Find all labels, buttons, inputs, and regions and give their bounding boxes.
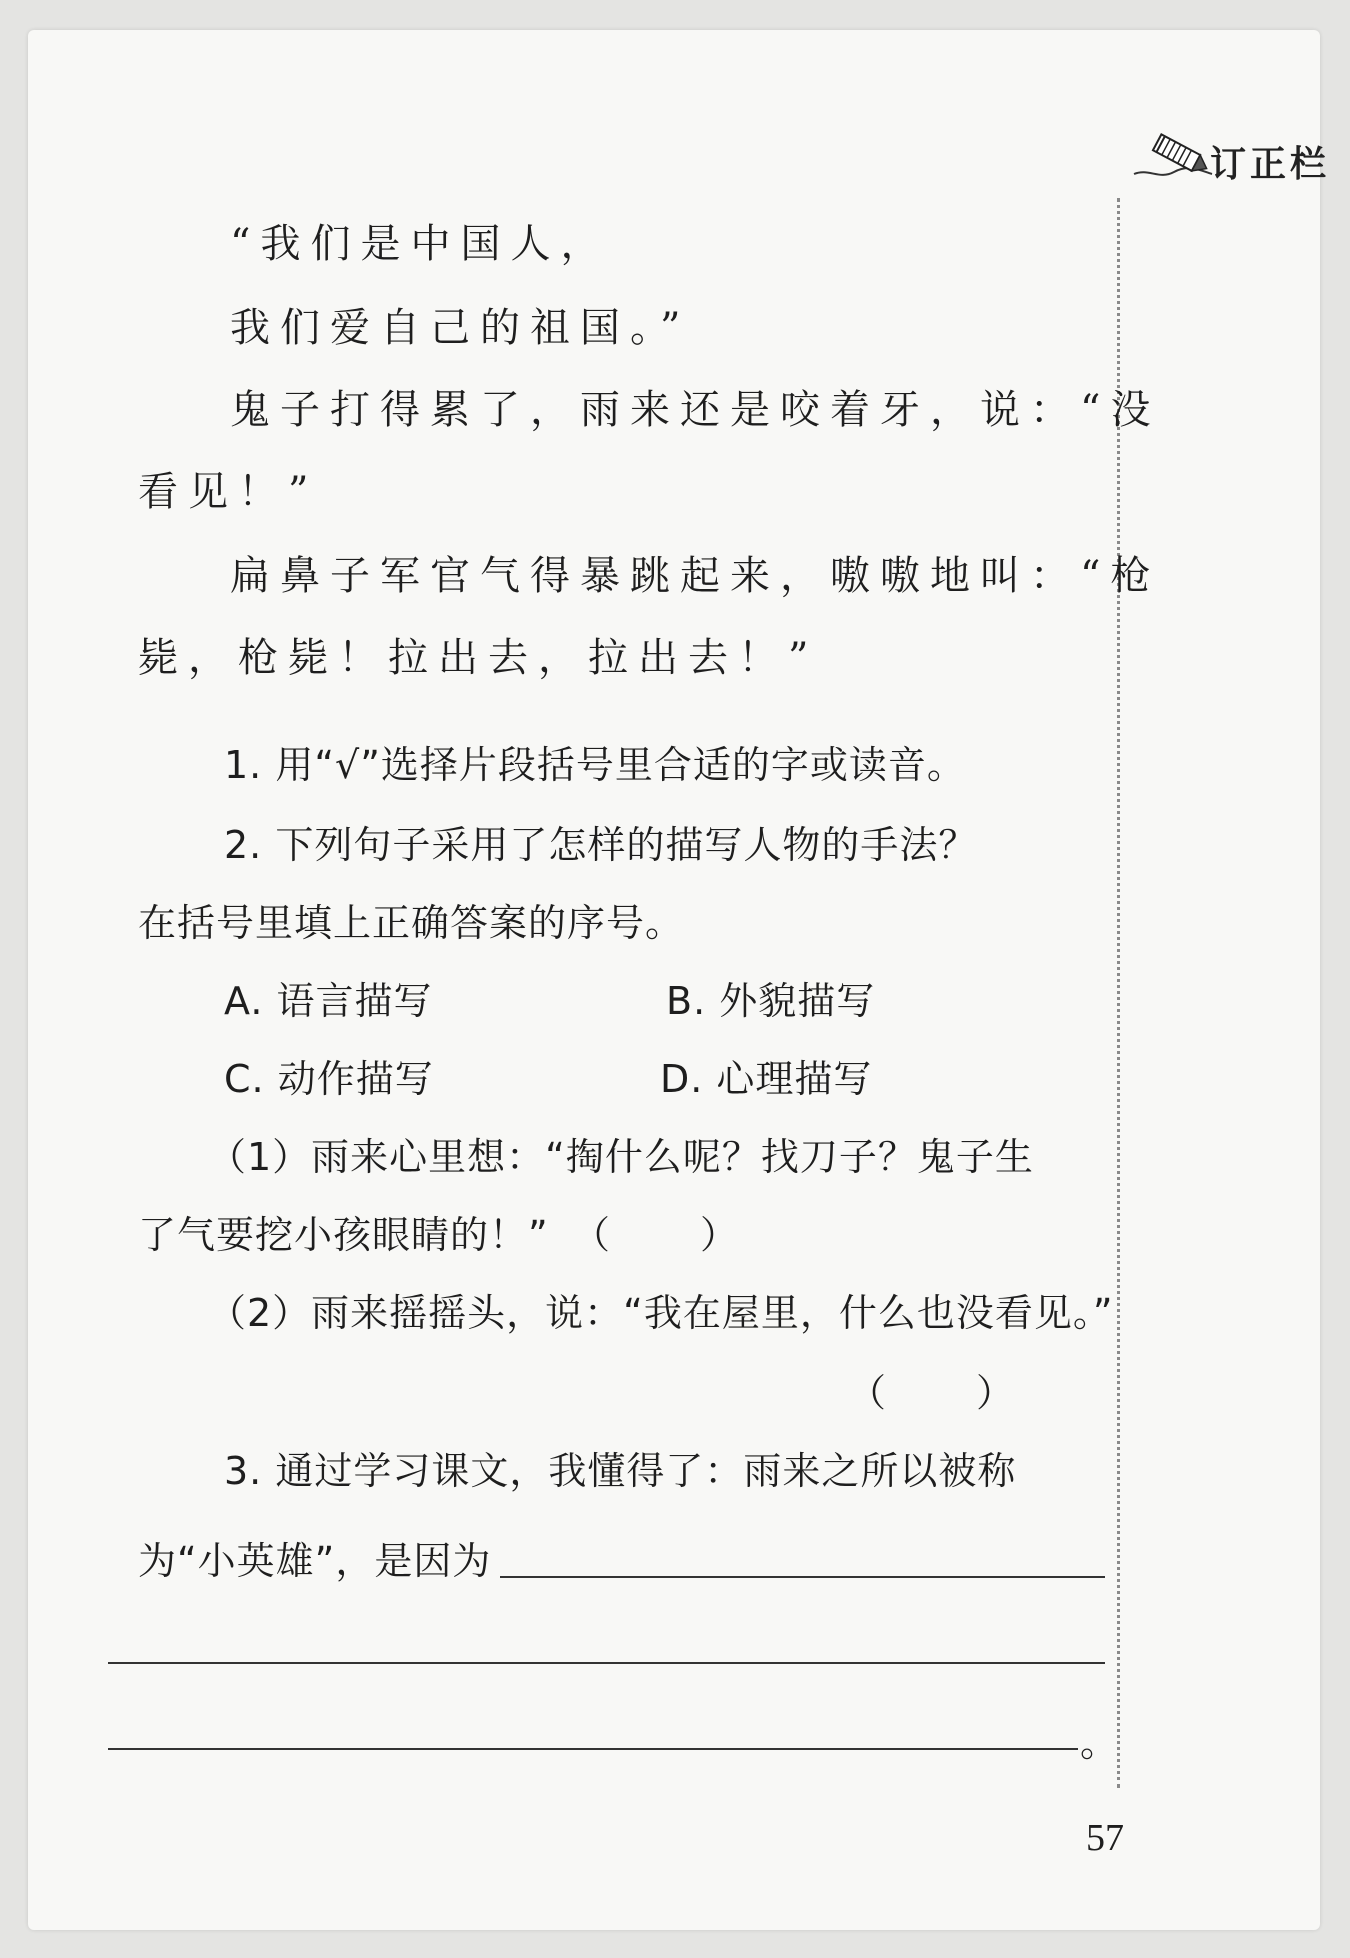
correction-column-header	[1124, 122, 1344, 192]
option-b: B. 外貌描写	[666, 979, 876, 1023]
page-number: 57	[1086, 1817, 1124, 1859]
passage-line-1: “我们是中国人，	[230, 221, 611, 267]
question-3-line-2: 为“小英雄”，是因为	[138, 1539, 492, 1583]
sub-question-1-line-1: （1）雨来心里想：“掏什么呢？找刀子？鬼子生	[208, 1135, 1034, 1179]
margin-dotted-divider	[1117, 198, 1120, 1788]
paren-close: ）	[976, 1371, 1015, 1415]
passage-line-3: 鬼子打得累了，雨来还是咬着牙，说：“没	[230, 387, 1161, 433]
answer-line-1[interactable]	[500, 1576, 1105, 1578]
option-a: A. 语言描写	[224, 979, 433, 1023]
end-period: 。	[1080, 1721, 1120, 1765]
question-1: 1. 用“√”选择片段括号里合适的字或读音。	[224, 743, 966, 787]
question-2-line-1: 2. 下列句子采用了怎样的描写人物的手法？	[224, 823, 978, 867]
answer-paren-1[interactable]	[572, 1204, 738, 1259]
passage-line-5: 扁鼻子军官气得暴跳起来，嗷嗷地叫：“枪	[230, 553, 1161, 599]
passage-line-2: 我们爱自己的祖国。”	[230, 305, 691, 351]
sub-question-1-line-2: 了气要挖小孩眼睛的！”	[138, 1213, 549, 1257]
pencil-icon	[1124, 122, 1214, 192]
option-d: D. 心理描写	[660, 1057, 873, 1101]
answer-line-3[interactable]	[108, 1748, 1078, 1750]
option-c: C. 动作描写	[224, 1057, 434, 1101]
answer-paren-2[interactable]	[848, 1362, 1014, 1417]
question-3-line-1: 3. 通过学习课文，我懂得了：雨来之所以被称	[224, 1449, 1017, 1493]
answer-line-2[interactable]	[108, 1662, 1105, 1664]
question-2-line-2: 在括号里填上正确答案的序号。	[138, 901, 685, 945]
sub-question-2-line-1: （2）雨来摇摇头，说：“我在屋里，什么也没看见。”	[208, 1291, 1114, 1335]
passage-line-6: 毙，枪毙！拉出去，拉出去！”	[138, 635, 819, 681]
passage-line-4: 看见！”	[138, 469, 319, 515]
paren-open: （	[848, 1371, 887, 1415]
workbook-page	[28, 30, 1331, 1930]
correction-column-title: 订正栏	[1210, 144, 1331, 185]
paren-close: ）	[700, 1213, 739, 1257]
paren-open: （	[572, 1213, 611, 1257]
